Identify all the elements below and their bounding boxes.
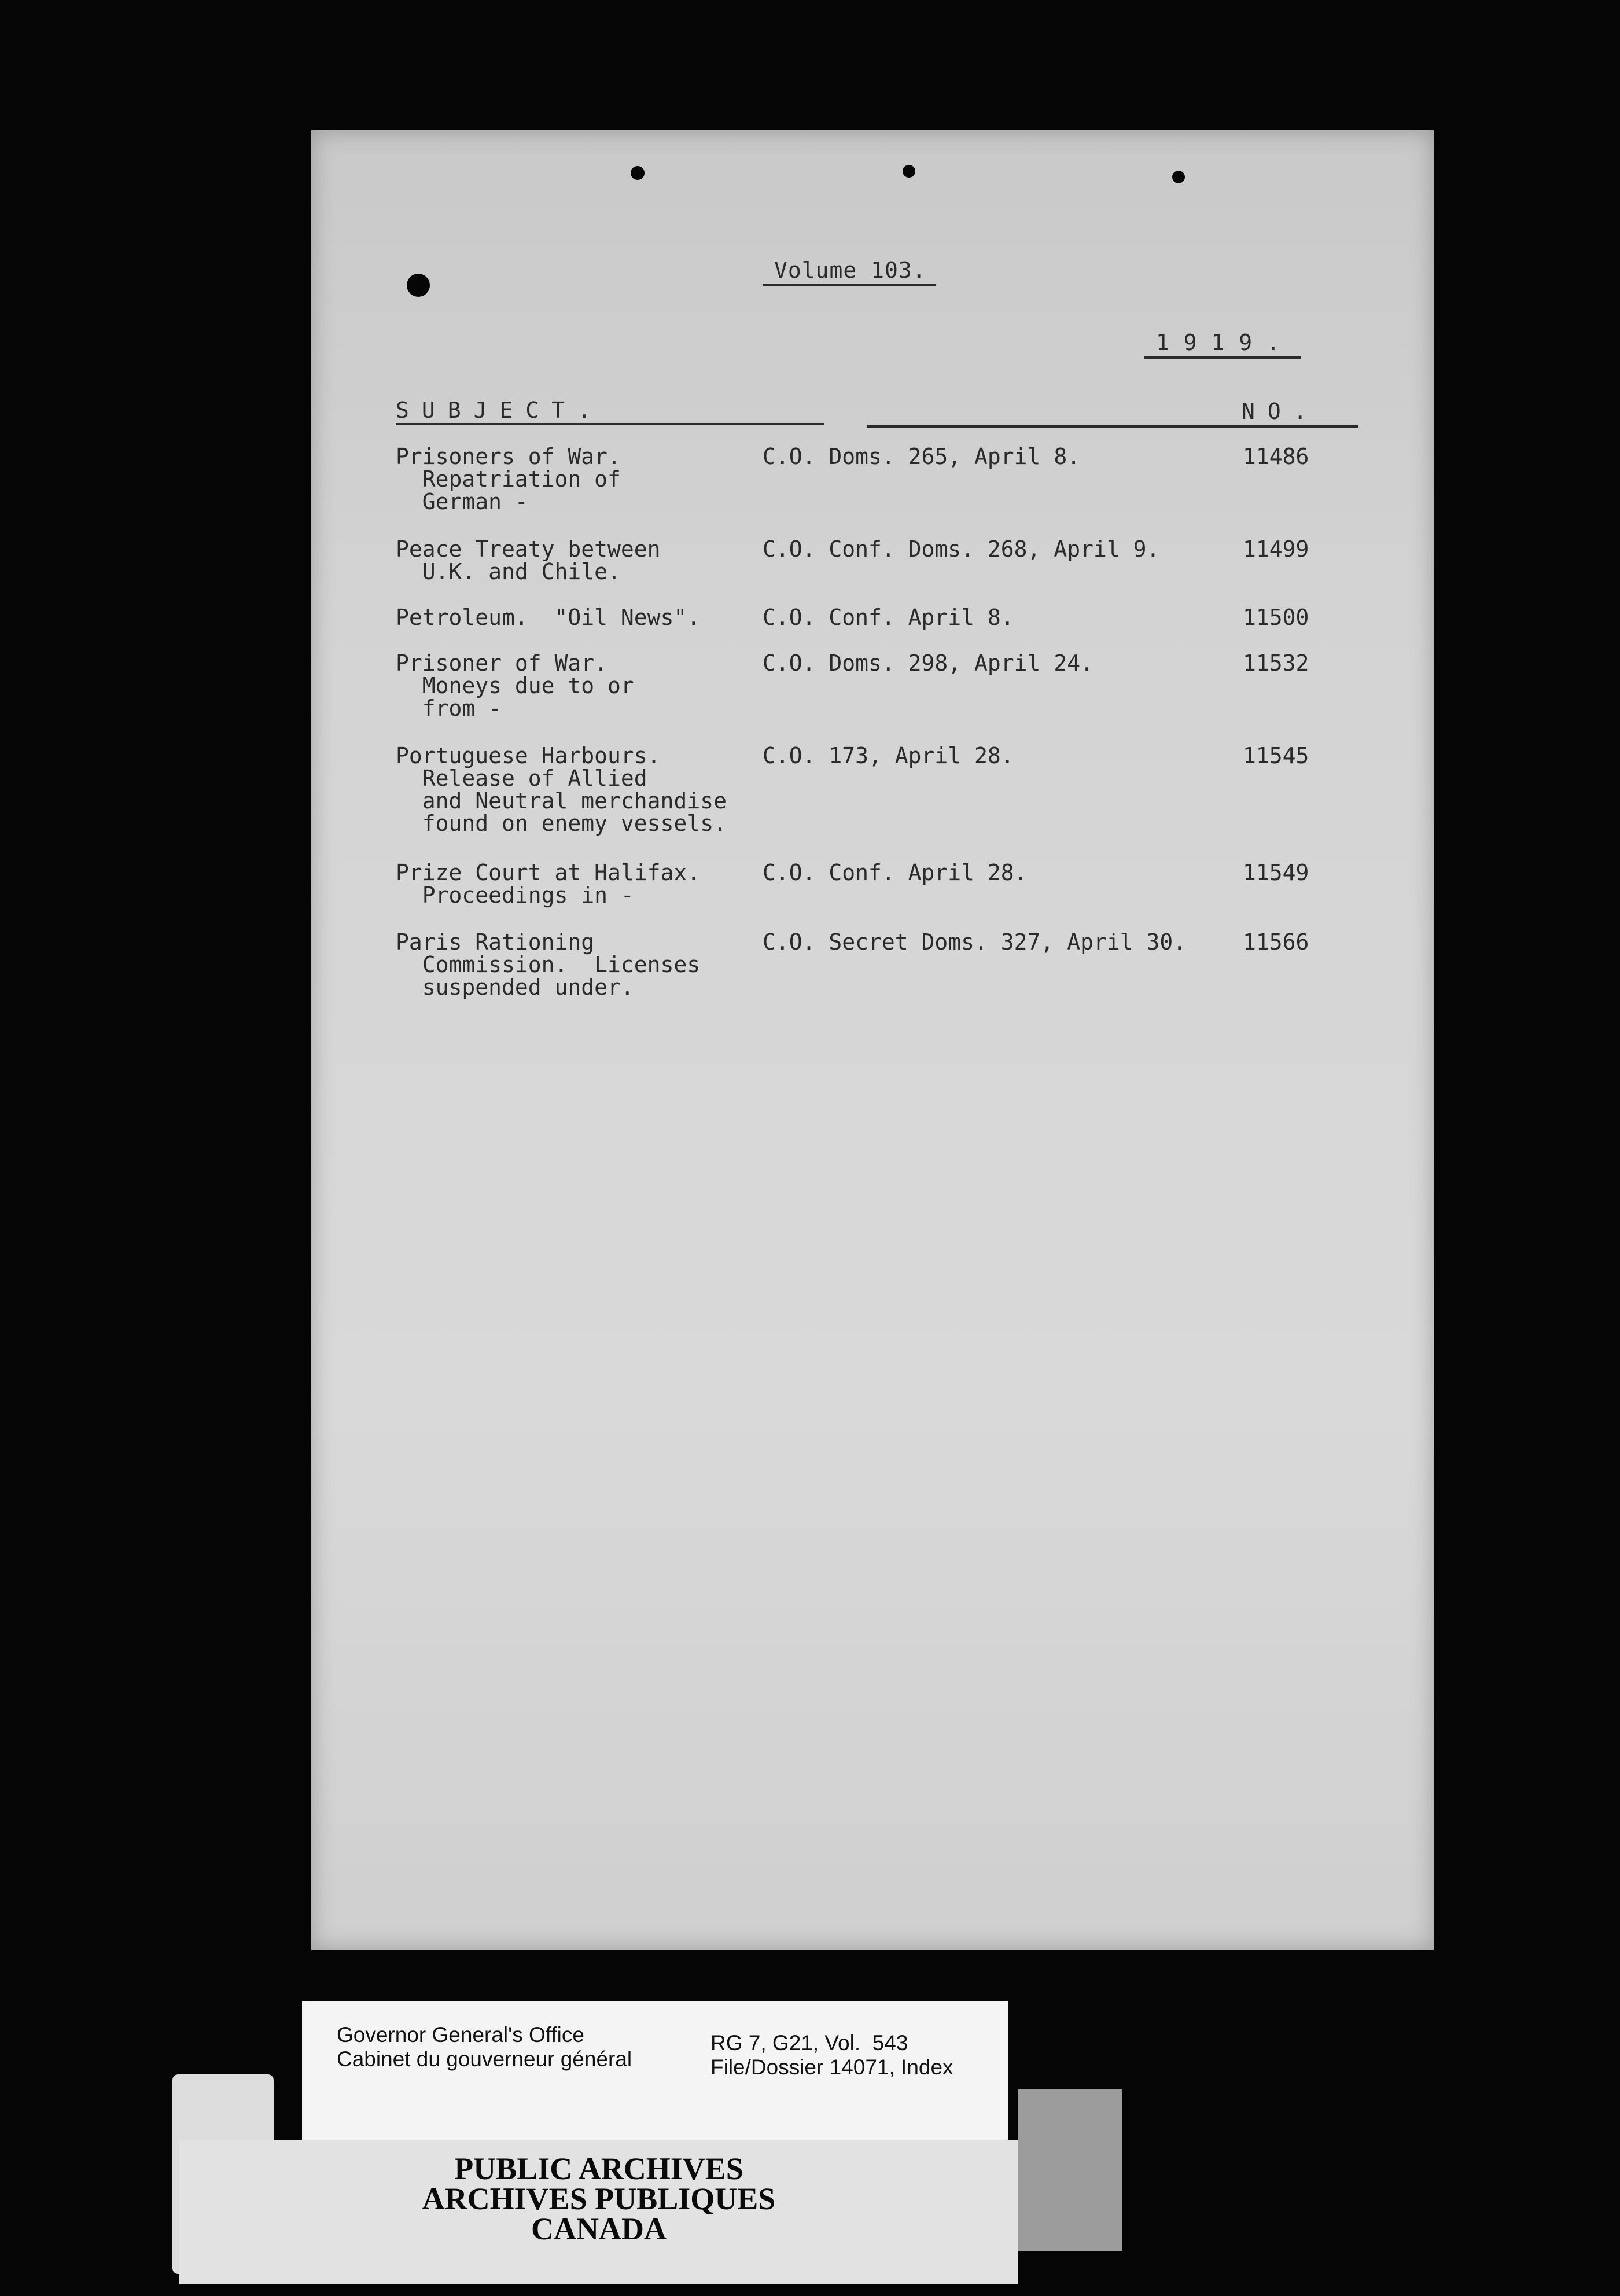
stamp-line-1: PUBLIC ARCHIVES [454, 2151, 743, 2186]
entry-number: 11549 [1243, 860, 1309, 885]
stamp-line-2: ARCHIVES PUBLIQUES [422, 2181, 776, 2216]
entry-subject: Prisoners of War. Repatriation of German - [396, 444, 621, 514]
entry-number: 11499 [1243, 536, 1309, 562]
entry-reference: C.O. Conf. Doms. 268, April 9. [763, 536, 1160, 562]
entry-subject: Prize Court at Halifax. Proceedings in - [396, 860, 701, 908]
entry-number: 11532 [1243, 650, 1309, 676]
entry-subject: Portuguese Harbours. Release of Allied and Neutral merchandise found on enemy vessels. [396, 743, 727, 836]
subject-header: SUBJECT. [396, 398, 604, 423]
year-underline [1144, 356, 1301, 359]
archive-stamp-label [179, 2140, 1018, 2284]
volume-underline [763, 284, 936, 286]
number-header: NO. [1242, 399, 1320, 424]
entry-reference: C.O. Doms. 265, April 8. [763, 444, 1081, 469]
office-french: Cabinet du gouverneur général [337, 2047, 632, 2071]
archive-reference-label [302, 2001, 1008, 2140]
entry-subject: Paris Rationing Commission. Licenses suspended under. [396, 929, 701, 1000]
entry-number: 11486 [1243, 444, 1309, 469]
punch-hole [407, 274, 430, 297]
entry-number: 11500 [1243, 605, 1309, 630]
stamp-line-3: CANADA [531, 2212, 667, 2246]
entry-number: 11545 [1243, 743, 1309, 768]
entry-reference: C.O. 173, April 28. [763, 743, 1014, 768]
entry-number: 11566 [1243, 929, 1309, 955]
entry-reference: C.O. Doms. 298, April 24. [763, 650, 1094, 676]
document-page [311, 130, 1434, 1950]
entry-subject: Peace Treaty between U.K. and Chile. [396, 536, 661, 584]
entry-reference: C.O. Conf. April 28. [763, 860, 1028, 885]
punch-hole [631, 166, 645, 180]
entry-reference: C.O. Secret Doms. 327, April 30. [763, 929, 1187, 955]
header-underline-right [867, 425, 1358, 428]
entry-subject: Prisoner of War. Moneys due to or from - [396, 650, 634, 721]
entry-subject: Petroleum. "Oil News". [396, 605, 701, 630]
archive-tab-right [1018, 2089, 1122, 2251]
punch-hole [1172, 171, 1185, 183]
header-underline [396, 423, 824, 425]
punch-hole [903, 165, 915, 178]
volume-title: Volume 103. [774, 257, 926, 283]
record-group: RG 7, G21, Vol. 543 [710, 2031, 908, 2055]
year: 1 9 1 9 . [1156, 330, 1280, 355]
office-english: Governor General's Office [337, 2023, 584, 2047]
entry-reference: C.O. Conf. April 8. [763, 605, 1014, 630]
file-number: File/Dossier 14071, Index [710, 2055, 953, 2079]
